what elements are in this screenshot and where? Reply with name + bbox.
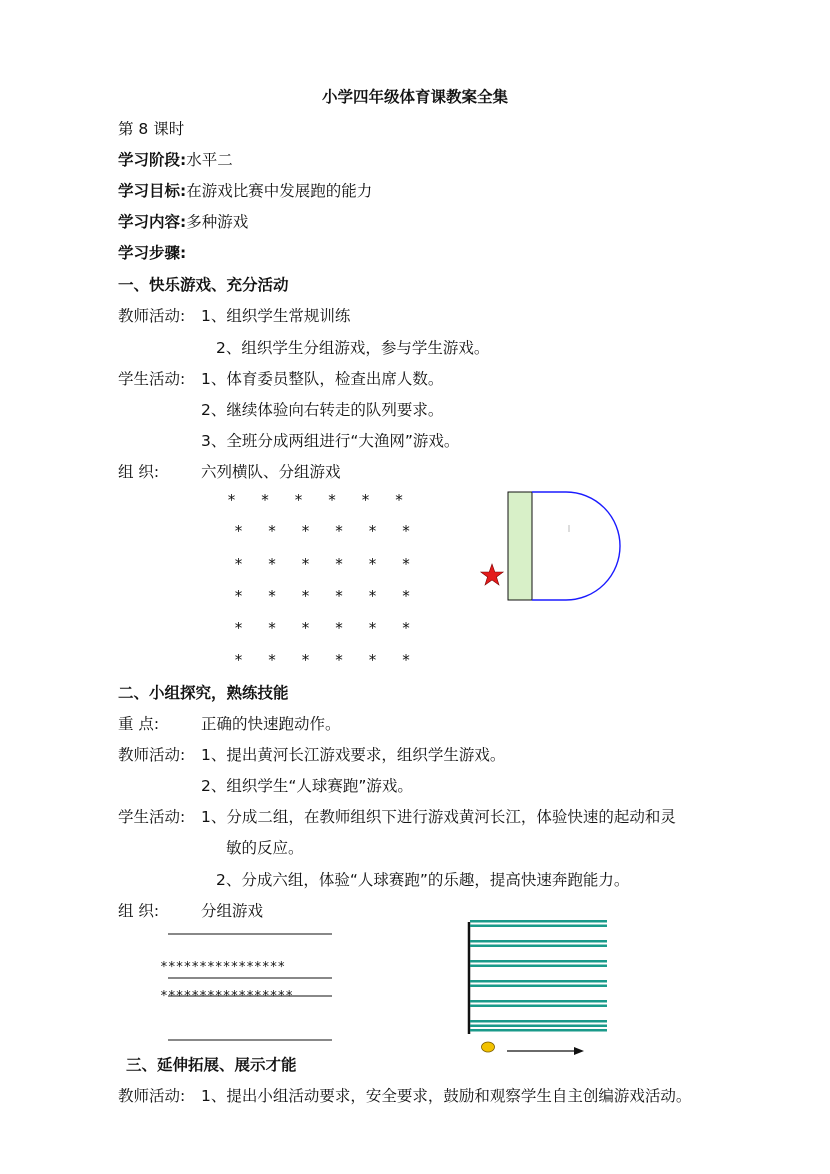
lesson-number: 第 8 课时 (118, 120, 185, 138)
lane-stripe (470, 920, 607, 923)
formation-star: * (401, 522, 411, 540)
formation-star: * (267, 651, 277, 669)
s3-teacher-item-1: 1、提出小组活动要求，安全要求，鼓励和观察学生自主创编游戏活动。 (201, 1087, 692, 1105)
formation-star: * (401, 651, 411, 669)
formation-star: * (227, 491, 237, 509)
content-label: 学习内容: (118, 213, 187, 231)
page-title: 小学四年级体育课教案全集 (321, 88, 508, 106)
steps-label: 学习步骤: (118, 244, 187, 262)
star-row (234, 620, 435, 636)
lane-stripe (470, 1029, 607, 1032)
formation-star: * (368, 555, 378, 573)
section1-heading: 一、快乐游戏、充分活动 (118, 276, 289, 294)
s1-student-label: 学生活动: (118, 370, 186, 388)
formation-star: * (267, 555, 277, 573)
curved-boundary (532, 492, 620, 600)
lane-stripe (470, 980, 607, 983)
section3-heading: 三、延伸拓展、展示才能 (126, 1056, 297, 1074)
formation-star: * (334, 619, 344, 637)
formation-star: * (401, 619, 411, 637)
s2-org-label: 组 织: (118, 902, 160, 920)
formation-star: * (267, 587, 277, 605)
lane-stripe (470, 1025, 607, 1028)
lane-stripe (470, 960, 607, 963)
s3-teacher-label: 教师活动: (118, 1087, 186, 1105)
fishing-net-field-diagram (478, 488, 628, 608)
formation-star: * (401, 587, 411, 605)
student-row-stars: **************** (160, 960, 286, 975)
stage-value: 水平二 (186, 151, 233, 169)
formation-star: * (334, 555, 344, 573)
s2-student-item-2: 2、分成六组，体验“人球赛跑”的乐趣，提高快速奔跑能力。 (216, 871, 630, 889)
lane-stripes (470, 920, 607, 1032)
formation-star: * (368, 522, 378, 540)
arrow-head-icon (574, 1047, 584, 1055)
star-row (234, 523, 435, 539)
lane-stripe (470, 1005, 607, 1008)
formation-star: * (260, 491, 270, 509)
formation-star: * (334, 651, 344, 669)
s2-org-value: 分组游戏 (201, 902, 264, 920)
lane-stripe (470, 945, 607, 948)
watermark: ​ (386, 342, 454, 423)
s2-focus-label: 重 点: (118, 715, 160, 733)
formation-star: * (401, 555, 411, 573)
content-line (118, 212, 248, 232)
s1-student-item-2: 2、继续体验向右转走的队列要求。 (201, 401, 444, 419)
star-row (234, 588, 435, 604)
goal-label: 学习目标: (118, 182, 187, 200)
formation-star: * (301, 555, 311, 573)
formation-star: * (301, 522, 311, 540)
formation-star: * (234, 651, 244, 669)
red-star-icon (481, 564, 503, 585)
s1-teacher-item-2: 2、组织学生分组游戏，参与学生游戏。 (216, 339, 490, 357)
star-row (234, 556, 435, 572)
river-lines-diagram (150, 926, 340, 1046)
s1-teacher-item-1: 1、组织学生常规训练 (201, 307, 351, 325)
s1-org-value: 六列横队、分组游戏 (201, 463, 341, 481)
formation-star: * (334, 522, 344, 540)
formation-star: * (267, 522, 277, 540)
goal-line (118, 181, 372, 201)
lane-stripe (470, 965, 607, 968)
formation-star: * (301, 587, 311, 605)
formation-star: * (327, 491, 337, 509)
formation-star: * (267, 619, 277, 637)
formation-star: * (361, 491, 371, 509)
lane-stripe (470, 940, 607, 943)
formation-star: * (301, 619, 311, 637)
s2-teacher-item-2: 2、组织学生“人球赛跑”游戏。 (201, 777, 413, 795)
formation-star: * (368, 651, 378, 669)
formation-star: * (234, 555, 244, 573)
s1-org-label: 组 织: (118, 463, 160, 481)
formation-star: * (394, 491, 404, 509)
lane-stripe (470, 1020, 607, 1023)
lane-stripe (470, 985, 607, 988)
formation-star: * (234, 587, 244, 605)
lane-stripe (470, 925, 607, 928)
s2-focus-value: 正确的快速跑动作。 (201, 715, 341, 733)
formation-star: * (234, 522, 244, 540)
s1-student-item-3: 3、全班分成两组进行“大渔网”游戏。 (201, 432, 460, 450)
formation-star: * (294, 491, 304, 509)
formation-star: * (368, 619, 378, 637)
s1-student-item-1: 1、体育委员整队，检查出席人数。 (201, 370, 444, 388)
formation-star: * (301, 651, 311, 669)
formation-star: * (334, 587, 344, 605)
student-row-stars: ***************** (160, 989, 294, 1004)
stage-label: 学习阶段: (118, 151, 187, 169)
content-value: 多种游戏 (186, 213, 249, 231)
ball-icon (482, 1042, 495, 1052)
green-zone (508, 492, 532, 600)
s2-student-item-1-cont: 敏的反应。 (226, 839, 304, 857)
formation-star: * (368, 587, 378, 605)
star-row (234, 652, 435, 668)
goal-value: 在游戏比赛中发展跑的能力 (186, 182, 373, 200)
ball-race-diagram (462, 918, 612, 1058)
stage-line (118, 150, 233, 170)
s2-teacher-label: 教师活动: (118, 746, 186, 764)
s2-teacher-item-1: 1、提出黄河长江游戏要求，组织学生游戏。 (201, 746, 506, 764)
star-row (227, 492, 428, 508)
formation-star: * (234, 619, 244, 637)
s2-student-label: 学生活动: (118, 808, 186, 826)
s1-teacher-label: 教师活动: (118, 307, 186, 325)
section2-heading: 二、小组探究，熟练技能 (118, 684, 289, 702)
s2-student-item-1: 1、分成二组，在教师组织下进行游戏黄河长江，体验快速的起动和灵 (201, 808, 676, 826)
lane-stripe (470, 1000, 607, 1003)
